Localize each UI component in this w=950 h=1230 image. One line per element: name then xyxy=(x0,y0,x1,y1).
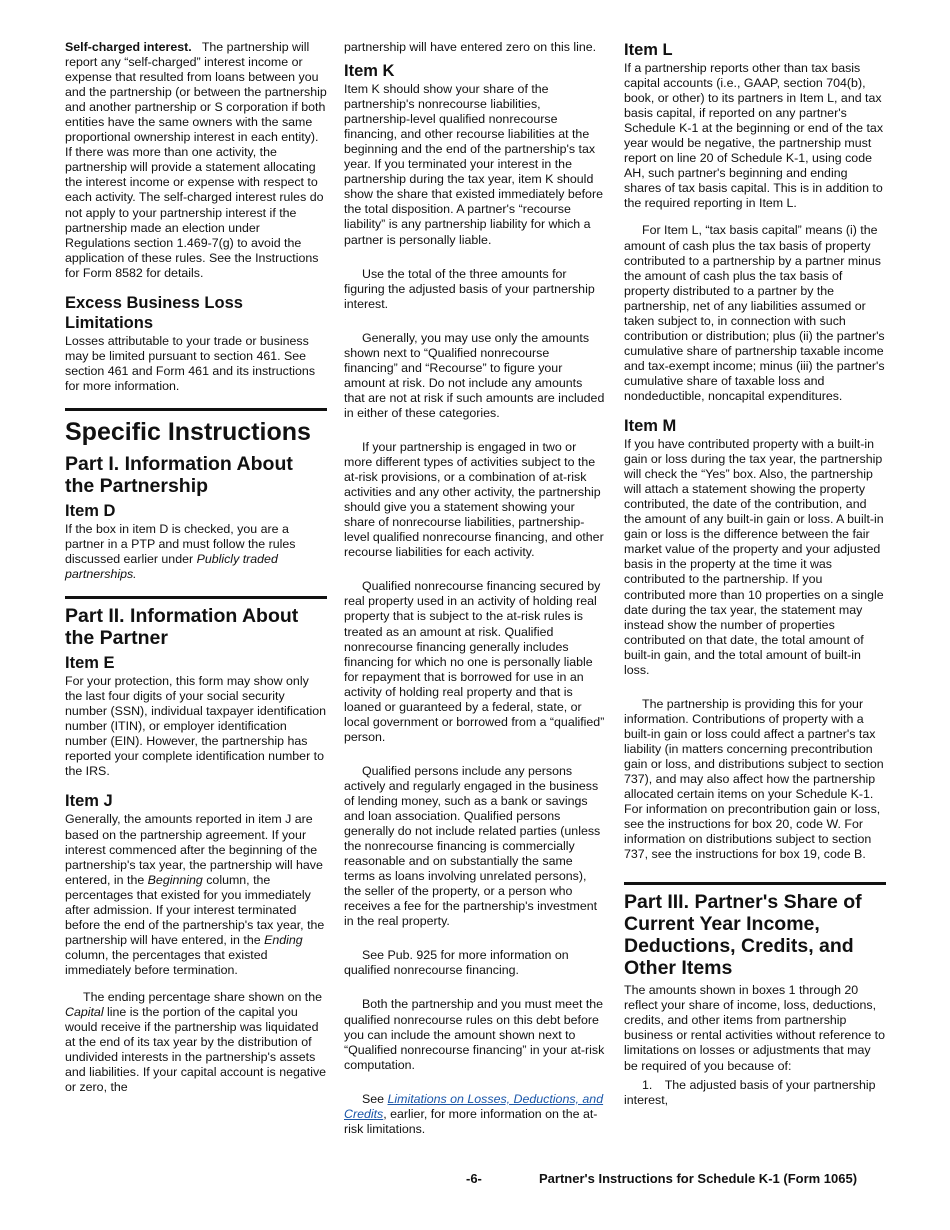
item-d-text-a: If the box in item D is checked, you are a partner in a PTP and must follow the rules discussed earlier under xyxy=(65,521,296,567)
item-k-paragraph-5: Qualified nonrecourse financing secured by real property used in an activity of holding real property that is subject to the at-risk rules is treated as an amount at risk. Qualified nonrecourse financing generally includes financing for which no one is personally liable for repayment that is borrowed for use in an activity of holding real property and that is loaned or guaranteed by a federal, state, or local government or borrowed from a “qualified” person. xyxy=(344,579,605,744)
item-e-heading: Item E xyxy=(65,654,115,673)
item-j-heading: Item J xyxy=(65,792,113,811)
item-j-p1-em-beginning: Beginning xyxy=(147,872,203,887)
item-k-paragraph-3: Generally, you may use only the amounts shown next to “Qualified nonrecourse financing” and “Recourse” to figure your amount at risk. Do not include any amounts that are not at risk if such amounts are included in either of these categories. xyxy=(344,330,605,420)
item-j-p1-b: column, the percentages that existed for you immediately after admission. If your interest terminated before the end of the partnership's tax year, the partnership will have entered, in the xyxy=(65,872,325,947)
item-d-text-em: Publicly traded partnerships. xyxy=(65,552,278,582)
item-m-paragraph-1: If you have contributed property with a built-in gain or loss during the tax year, the partnership will check the “Yes” box. Also, the partnership will attach a statement showing the property contributed, the date of the contribution, and the amount of any built-in gain or loss. A built-in gain or loss is the difference between the fair market value of the property and your adjusted basis in the property at the time it was contributed to the partnership. If you contributed more than 10 properties on a single date during the tax year, the statement may instead show the number of properties contributed on that date, the total amount of built-in gain, and the total amount of built-in loss. xyxy=(624,437,884,677)
self-charged-interest-text: The partnership will report any “self-charged” interest income or expense that resulted from loans between you and the partnership (or between the partnership and another partnership or S corporation if both entities have the same owners with the same proportional ownership interest in each entity). If there was more than one activity, the partnership will provide a statement allocating the interest income or expense with respect to each activity. The self-charged interest rules do not apply to your partnership interest if the partnership made an election under Regulations section 1.469-7(g) to avoid the application of these rules. See the Instructions for Form 8582 for details. xyxy=(65,40,327,280)
item-j-p1-c: column, the percentages that existed immediately before termination. xyxy=(65,947,268,977)
item-j-paragraph-1 xyxy=(65,812,327,978)
part-3-list-item-1: 1. The adjusted basis of your partnership interest, xyxy=(624,1077,876,1107)
item-m-heading: Item M xyxy=(624,417,677,436)
column-1 xyxy=(65,40,327,1107)
item-k-heading: Item K xyxy=(344,62,395,81)
column-3 xyxy=(624,40,886,1120)
column-2 xyxy=(344,40,606,1149)
excess-business-loss-text: Losses attributable to your trade or business may be limited pursuant to section 461. See section 461 and Form 461 and its instructions for more information. xyxy=(65,333,316,393)
item-j-p1-a: Generally, the amounts reported in item J are based on the partnership agreement. If your interest commenced after the beginning of the partnership's tax year, the partnership will have entered, in the xyxy=(65,812,323,887)
item-j-p2-b: line is the portion of the capital you would receive if the partnership was liquidated at the end of its tax year by the distribution of undivided interests in the partnership's assets and liabilities. If your capital account is negative or zero, the xyxy=(65,1005,327,1095)
continued-text: partnership will have entered zero on this line. xyxy=(344,40,597,54)
item-l-paragraph-2: For Item L, “tax basis capital” means (i) the amount of cash plus the tax basis of property contributed to a partnership by a partner minus the amount of cash plus the tax basis of property distributed to a partner by the partnership, net of any liabilities assumed or taken subject to, in connection with such contribution or distribution; plus (ii) the partner's cumulative share of partnership taxable income and tax-exempt income; minus (iii) the partner's cumulative share of taxable loss and nondeductible, noncapital expenditures. xyxy=(624,223,885,403)
item-k-paragraph-2: Use the total of the three amounts for figuring the adjusted basis of your partnership interest. xyxy=(344,266,595,311)
section-divider xyxy=(65,596,327,599)
item-j-p1-em-ending: Ending xyxy=(264,932,303,947)
item-d-text xyxy=(65,522,327,582)
item-j-p2-a: The ending percentage share shown on the xyxy=(83,989,323,1004)
item-l-heading: Item L xyxy=(624,41,673,59)
limitations-link[interactable]: Limitations on Losses, Deductions, and Credits xyxy=(344,1091,604,1121)
self-charged-interest-paragraph xyxy=(65,40,327,281)
item-k-paragraph-9 xyxy=(344,1092,606,1137)
item-k-p9-a: See xyxy=(362,1091,388,1106)
part-1-heading: Part I. Information About the Partnership xyxy=(65,452,293,497)
item-d-heading: Item D xyxy=(65,501,116,520)
item-j-p2-em-capital: Capital xyxy=(65,1005,104,1020)
part-3-paragraph-1: The amounts shown in boxes 1 through 20 reflect your share of income, loss, deductions, credits, and other items from partnership business or rental activities without reference to limitations on losses or adjustments that may be required of you because of: xyxy=(624,983,886,1073)
excess-business-loss-heading: Excess Business Loss Limitations xyxy=(65,293,243,332)
item-e-text: For your protection, this form may show only the last four digits of your social security number (SSN), individual taxpayer identification number (ITIN), or employer identification number (EIN). However, the partnership has reported your complete identification number to the IRS. xyxy=(65,674,327,779)
item-k-paragraph-6: Qualified persons include any persons actively and regularly engaged in the business of lending money, such as a bank or savings and loan association. Qualified persons generally do not include related parties (unless the nonrecourse financing is commercially reasonable and on substantially the same terms as loans involving unrelated persons), the seller of the property, or a person who receives a fee for the partnership's investment in the real property. xyxy=(344,763,601,929)
item-j-paragraph-2 xyxy=(65,990,327,1095)
item-k-paragraph-7: See Pub. 925 for more information on qualified nonrecourse financing. xyxy=(344,948,569,978)
item-k-paragraph-4: If your partnership is engaged in two or more different types of activities subject to the at-risk provisions, or a combination of at-risk activities and any other activity, the partnership should give you a statement showing your share of nonrecourse liabilities, partnership-level qualified nonrecourse financing, and other recourse liabilities for each activity. xyxy=(344,439,604,560)
item-m-paragraph-2: The partnership is providing this for your information. Contributions of property with a built-in gain or loss could affect a partner's tax liability (in matters concerning precontribution gain or loss, and distributions subject to section 737), and may also affect how the partnership allocated certain items on your Schedule K-1. For information on precontribution gain or loss, see the instructions for box 20, code W. For information on distributions subject to section 737, see the instructions for box 19, code B. xyxy=(624,696,884,862)
item-l-paragraph-1: If a partnership reports other than tax basis capital accounts (i.e., GAAP, section 704(b), book, or other) to its partners in Item L, and tax basis capital, if reported on any partner's Schedule K-1 at the beginning or end of the tax year would be negative, the partnership must report on line 20 of Schedule K-1, using code AH, such partner's beginning and ending shares of tax basis capital. This is in addition to the required reporting in Item L. xyxy=(624,61,884,211)
part-2-heading: Part II. Information About the Partner xyxy=(65,605,299,650)
self-charged-interest-lead: Self-charged interest. xyxy=(65,40,192,54)
item-k-paragraph-8: Both the partnership and you must meet the qualified nonrecourse rules on this debt before you can include the amount shown next to “Qualified nonrecourse financing” in your at-risk computation. xyxy=(344,997,605,1072)
item-k-p9-b: , earlier, for more information on the at-risk limitations. xyxy=(344,1106,598,1136)
page-number: -6- xyxy=(466,1171,482,1186)
part-3-heading: Part III. Partner's Share of Current Year Income, Deductions, Credits, and Other Items xyxy=(624,891,862,980)
specific-instructions-heading: Specific Instructions xyxy=(65,417,311,446)
section-divider xyxy=(624,882,886,885)
document-title-footer: Partner's Instructions for Schedule K-1 (Form 1065) xyxy=(539,1171,858,1186)
item-k-paragraph-1: Item K should show your share of the partnership's nonrecourse liabilities, partnership-level qualified nonrecourse financing, and other recourse liabilities at the beginning and the end of the partnership's tax year. If you terminated your interest in the partnership during the tax year, item K should show the share that existed immediately before the total disposition. A partner's “recourse liability” is any partnership liability for which a partner is personally liable. xyxy=(344,82,603,247)
section-divider xyxy=(65,408,327,411)
